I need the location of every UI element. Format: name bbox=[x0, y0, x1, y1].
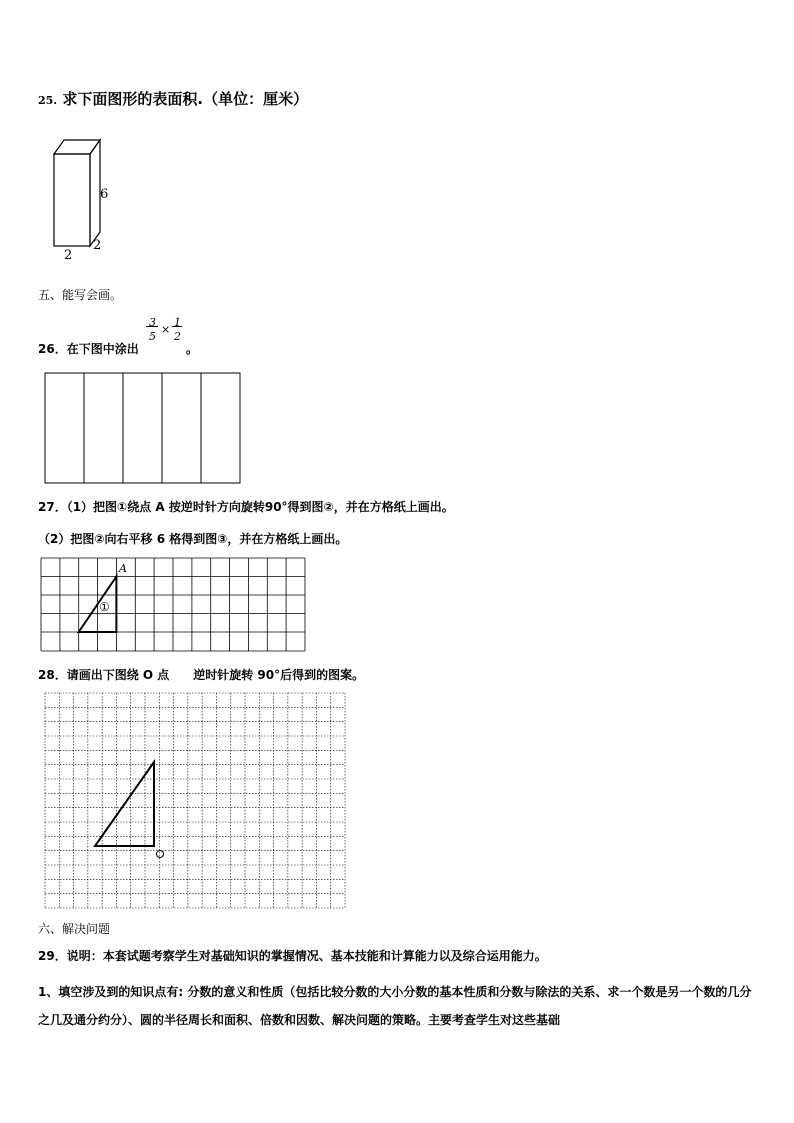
question-28: 28．请画出下图绕 O 点 逆时针旋转 90°后得到的图案。 bbox=[38, 668, 365, 682]
cuboid-side bbox=[90, 140, 100, 246]
section-6-heading: 六、解决问题 bbox=[38, 922, 111, 936]
grid-q27 bbox=[40, 557, 308, 653]
fraction-numerator: 1 bbox=[174, 316, 181, 329]
point-o-marker bbox=[157, 851, 164, 858]
dotted-grid-lines bbox=[45, 693, 345, 908]
width-label: 2 bbox=[64, 248, 73, 263]
fraction-denominator: 2 bbox=[174, 330, 181, 343]
cuboid-figure bbox=[48, 134, 118, 264]
question-text: 26．在下图中涂出 bbox=[38, 342, 139, 356]
outer-rectangle bbox=[45, 373, 240, 483]
cuboid-top bbox=[54, 140, 100, 154]
explanation-paragraph: 1、填空涉及到的知识点有: 分数的意义和性质（包括比较分数的大小分数的基本性质和分数与除法的关系、求一个数是另一个数的几分之几及通分约分）、圆的半径周长和面积、倍数和因数、解决问题的策略。主要考查学生对这些基础 bbox=[38, 985, 752, 1027]
rectangle-five-parts bbox=[44, 372, 242, 486]
question-27-part-2: （2）把图②向右平移 6 格得到图③，并在方格纸上画出。 bbox=[38, 532, 348, 546]
point-a-label: A bbox=[119, 562, 127, 575]
question-text: 求下面图形的表面积.（单位：厘米） bbox=[62, 90, 309, 108]
fraction-bar bbox=[172, 326, 182, 327]
height-label: 6 bbox=[100, 187, 109, 202]
question-end: 。 bbox=[186, 342, 199, 356]
fraction-expression bbox=[146, 316, 186, 356]
fraction-bar bbox=[146, 326, 158, 327]
triangle-1-label: ① bbox=[99, 600, 110, 614]
cuboid-front bbox=[54, 154, 90, 246]
question-25 bbox=[38, 88, 308, 109]
question-29: 29．说明：本套试题考察学生对基础知识的掌握情况、基本技能和计算能力以及综合运用能力。 bbox=[38, 949, 547, 963]
grid-q28 bbox=[44, 692, 348, 912]
fraction-denominator: 5 bbox=[149, 330, 156, 343]
times-sign: × bbox=[161, 323, 171, 336]
question-number: 25. bbox=[38, 94, 58, 107]
question-27-part-1: 27．（1）把图①绕点 A 按逆时针方向旋转90°得到图②，并在方格纸上画出。 bbox=[38, 500, 454, 514]
depth-label: 2 bbox=[93, 238, 102, 253]
section-5-heading: 五、能写会画。 bbox=[38, 288, 123, 302]
grid-lines bbox=[41, 558, 305, 651]
fraction-numerator: 3 bbox=[149, 316, 156, 329]
question-26 bbox=[38, 340, 139, 357]
